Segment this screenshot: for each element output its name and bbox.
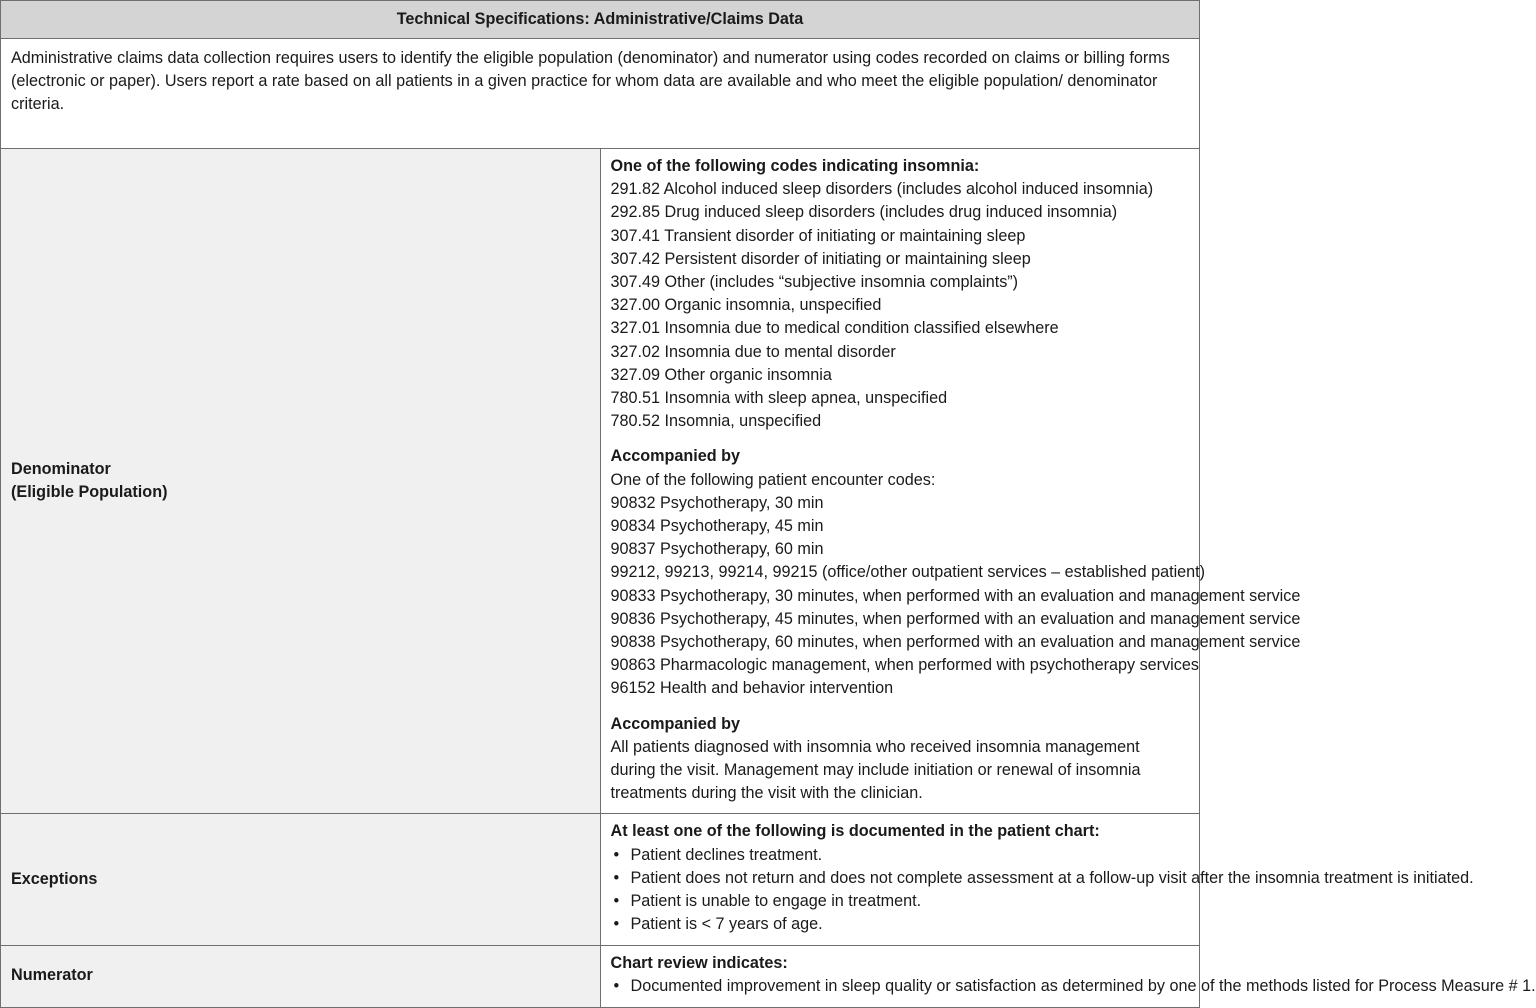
management-description: All patients diagnosed with insomnia who received insomnia management during the visit. Management may include initiation or renewal of insomnia treatments during the visit with the clinician. (610, 737, 1141, 803)
section-spacer (611, 433, 1190, 445)
list-item: 90863 Pharmacologic management, when performed with psychotherapy services (610, 656, 1199, 675)
list-item: • Patient declines treatment. (611, 844, 1190, 867)
list-item: 307.49 Other (includes “subjective insomnia complaints”) (610, 273, 1019, 292)
exceptions-content (600, 814, 1474, 945)
encounter-code-list (610, 492, 1301, 701)
numerator-content (600, 945, 1536, 1007)
list-item: 99212, 99213, 99214, 99215 (office/other outpatient services – established patient) (610, 563, 1206, 582)
table-title-text: Technical Specifications: Administrative/Claims Data (396, 10, 804, 29)
list-item: 90837 Psychotherapy, 60 min (610, 540, 824, 559)
table-title (1, 1, 1200, 39)
list-item: 291.82 Alcohol induced sleep disorders (includes alcohol induced insomnia) (610, 180, 1154, 199)
list-item: • Documented improvement in sleep quality or satisfaction as determined by one of the methods listed for Process Measure # 1. (611, 975, 1190, 998)
list-item: 90832 Psychotherapy, 30 min (610, 493, 824, 512)
list-item: 292.85 Drug induced sleep disorders (includes drug induced insomnia) (610, 203, 1118, 222)
list-item: 327.00 Organic insomnia, unspecified (610, 296, 882, 315)
list-item: 327.09 Other organic insomnia (610, 365, 832, 384)
exceptions-row (1, 814, 1200, 945)
accompanied-by-heading-2: Accompanied by (610, 714, 741, 733)
exceptions-label: Exceptions (1, 814, 601, 945)
list-item: 90836 Psychotherapy, 45 minutes, when performed with an evaluation and management service (610, 609, 1301, 628)
accompanied-by-heading-1: Accompanied by (610, 447, 741, 466)
numerator-list (611, 975, 1536, 998)
list-item: 327.02 Insomnia due to mental disorder (610, 342, 896, 361)
list-item: 90838 Psychotherapy, 60 minutes, when performed with an evaluation and management service (610, 633, 1301, 652)
denominator-row (1, 149, 1200, 814)
title-row (1, 1, 1200, 39)
list-item: 780.52 Insomnia, unspecified (610, 412, 822, 431)
list-item: • Patient is unable to engage in treatment. (611, 890, 1190, 913)
denominator-label-line1: Denominator (11, 460, 111, 479)
list-item: 780.51 Insomnia with sleep apnea, unspecified (610, 389, 948, 408)
numerator-row (1, 945, 1200, 1007)
exceptions-list (611, 844, 1474, 937)
intro-row (1, 39, 1200, 149)
denominator-label-line2: (Eligible Population) (11, 483, 168, 502)
list-item: 307.42 Persistent disorder of initiating or maintaining sleep (610, 249, 1031, 268)
list-item: 90833 Psychotherapy, 30 minutes, when performed with an evaluation and management service (610, 586, 1301, 605)
list-item: • Patient is < 7 years of age. (611, 913, 1190, 936)
encounter-codes-intro: One of the following patient encounter codes: (610, 470, 936, 489)
numerator-heading: Chart review indicates: (610, 953, 788, 972)
list-item: 90834 Psychotherapy, 45 min (610, 517, 824, 536)
insomnia-code-list (611, 178, 1190, 433)
numerator-label: Numerator (1, 945, 601, 1007)
intro-paragraph: Administrative claims data collection requires users to identify the eligible population (denominator) and numerator using codes recorded on claims or billing forms (electronic or paper). Users report a rate based on all patients in a given practice for whom data are available and who meet the eligible population/ denominator criteria. (1, 39, 1200, 149)
list-item: • Patient does not return and does not complete assessment at a follow-up visit after the insomnia treatment is initiated. (611, 867, 1190, 890)
denominator-label (1, 149, 601, 814)
insomnia-codes-heading: One of the following codes indicating insomnia: (610, 157, 980, 175)
list-item: 327.01 Insomnia due to medical condition classified elsewhere (610, 319, 1059, 338)
denominator-content (600, 149, 1301, 814)
list-item: 96152 Health and behavior intervention (610, 679, 894, 698)
section-spacer (611, 701, 1190, 713)
exceptions-heading: At least one of the following is documented in the patient chart: (610, 822, 1100, 841)
list-item: 307.41 Transient disorder of initiating or maintaining sleep (610, 226, 1026, 245)
